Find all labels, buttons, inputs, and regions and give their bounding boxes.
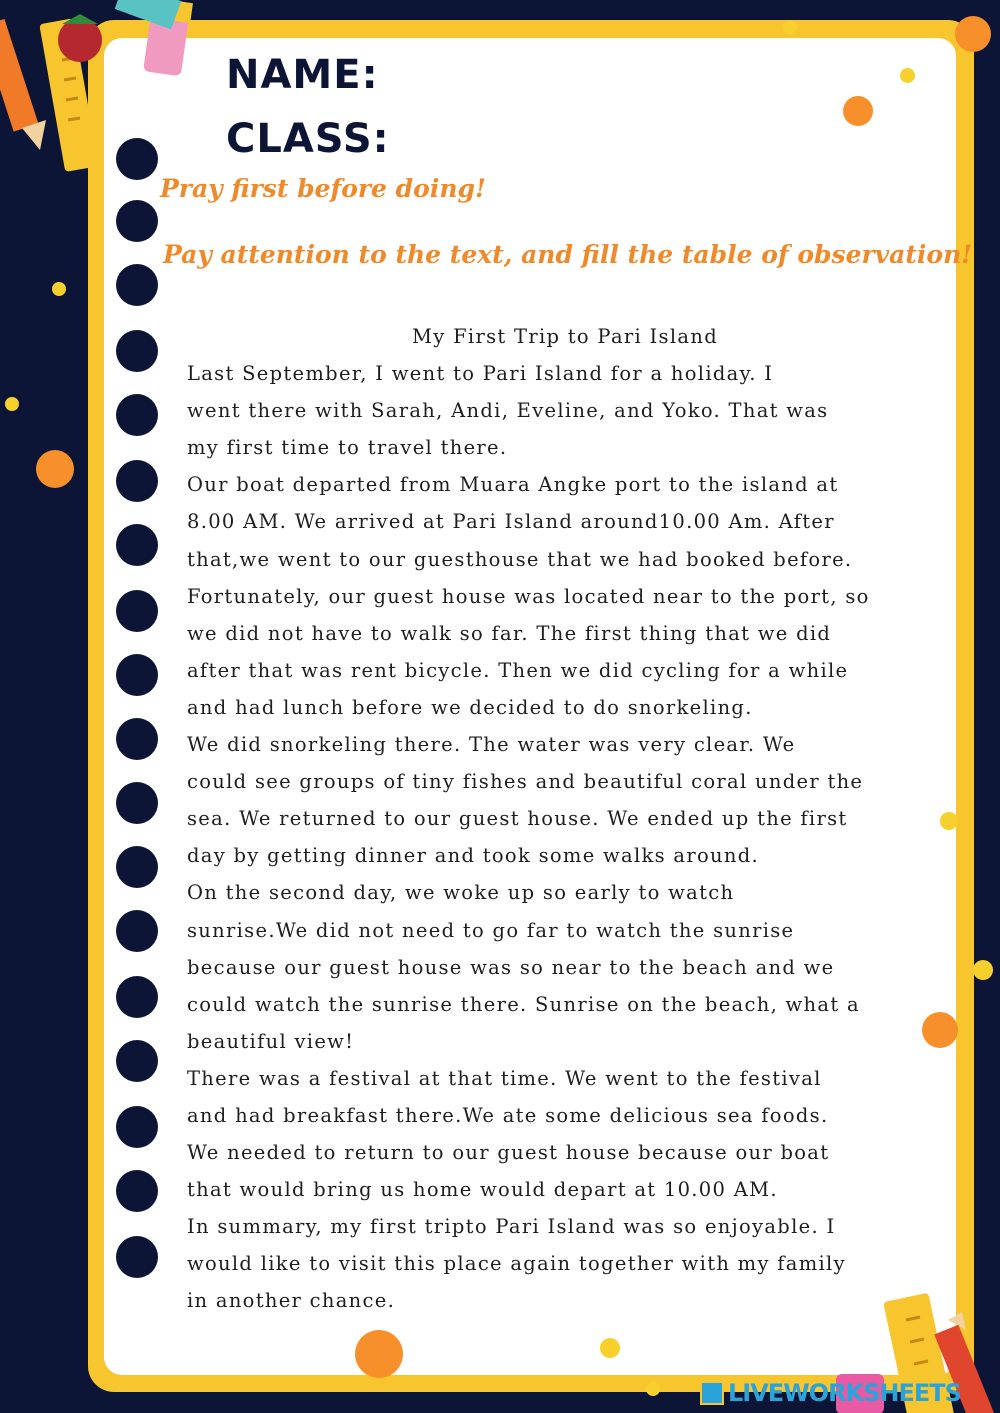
decor-dot <box>5 397 19 411</box>
binder-hole <box>116 910 158 952</box>
binder-hole <box>116 1040 158 1082</box>
box-icon <box>115 0 182 29</box>
binder-hole <box>116 1170 158 1212</box>
passage-line: beautiful view! <box>187 1029 355 1053</box>
passage-line: and had lunch before we decided to do snorkeling. <box>187 695 753 719</box>
binder-hole <box>116 846 158 888</box>
decor-dot <box>973 960 993 980</box>
binder-hole <box>116 460 158 502</box>
passage-line: would like to visit this place again together with my family <box>187 1252 846 1276</box>
passage-line: Our boat departed from Muara Angke port to the island at <box>187 473 839 497</box>
binder-hole <box>116 654 158 696</box>
binder-hole <box>116 718 158 760</box>
binder-hole <box>116 1236 158 1278</box>
binder-hole <box>116 976 158 1018</box>
decor-dot <box>355 1330 403 1378</box>
passage-line: In summary, my first tripto Pari Island was so enjoyable. I <box>187 1215 836 1239</box>
passage-line: Last September, I went to Pari Island for a holiday. I <box>187 362 774 386</box>
passage-line: in another chance. <box>187 1289 396 1313</box>
passage-line: On the second day, we woke up so early to watch <box>187 881 735 905</box>
passage-line: day by getting dinner and took some walks around. <box>187 844 760 868</box>
passage-line: after that was rent bicycle. Then we did cycling for a while <box>187 658 849 682</box>
passage-line: We did snorkeling there. The water was very clear. We <box>187 733 796 757</box>
binder-hole <box>116 524 158 566</box>
logo-text: LIVEWORKSHEETS <box>728 1379 961 1407</box>
decor-dot <box>900 68 915 83</box>
passage-line: There was a festival at that time. We went to the festival <box>187 1066 822 1090</box>
binder-hole <box>116 330 158 372</box>
passage-line: 8.00 AM. We arrived at Pari Island around10.00 Am. After <box>187 510 835 534</box>
instruction-attention: Pay attention to the text, and fill the table of observation! <box>163 240 973 269</box>
name-label: NAME: <box>226 52 379 98</box>
decor-dot <box>843 96 873 126</box>
binder-hole <box>116 590 158 632</box>
binder-hole <box>116 1106 158 1148</box>
passage-line: could see groups of tiny fishes and beautiful coral under the <box>187 770 864 794</box>
binder-hole <box>116 200 158 242</box>
passage-line: and had breakfast there.We ate some delicious sea foods. <box>187 1103 829 1127</box>
passage-line: We needed to return to our guest house because our boat <box>187 1141 830 1165</box>
binder-hole <box>116 782 158 824</box>
instruction-pray: Pray first before doing! <box>160 174 486 203</box>
stationery-illustration <box>0 0 210 180</box>
binder-hole <box>116 264 158 306</box>
passage-line: sea. We returned to our guest house. We ended up the first <box>187 807 848 831</box>
reading-passage <box>187 318 955 1320</box>
passage-line: because our guest house was so near to the beach and we <box>187 955 835 979</box>
passage-line: sunrise.We did not need to go far to watch the sunrise <box>187 918 795 942</box>
pencil-icon <box>0 19 46 150</box>
binder-hole <box>116 394 158 436</box>
logo-mark-icon <box>700 1381 724 1405</box>
passage-line: Fortunately, our guest house was located near to the port, so <box>187 584 870 608</box>
decor-dot <box>783 20 797 34</box>
story-title: My First Trip to Pari Island <box>412 325 718 348</box>
passage-line: went there with Sarah, Andi, Eveline, and Yoko. That was <box>187 399 829 423</box>
passage-line: could watch the sunrise there. Sunrise on the beach, what a <box>187 992 860 1016</box>
decor-dot <box>646 1382 660 1396</box>
passage-line: that would bring us home would depart at 10.00 AM. <box>187 1178 778 1202</box>
passage-line: we did not have to walk so far. The first thing that we did <box>187 621 832 645</box>
decor-dot <box>955 16 991 52</box>
decor-dot <box>52 282 66 296</box>
passage-line: my first time to travel there. <box>187 436 508 460</box>
passage-line: that,we went to our guesthouse that we had booked before. <box>187 547 853 571</box>
decor-dot <box>36 450 74 488</box>
class-label: CLASS: <box>226 116 390 162</box>
decor-dot <box>600 1338 620 1358</box>
liveworksheets-logo <box>700 1376 961 1410</box>
